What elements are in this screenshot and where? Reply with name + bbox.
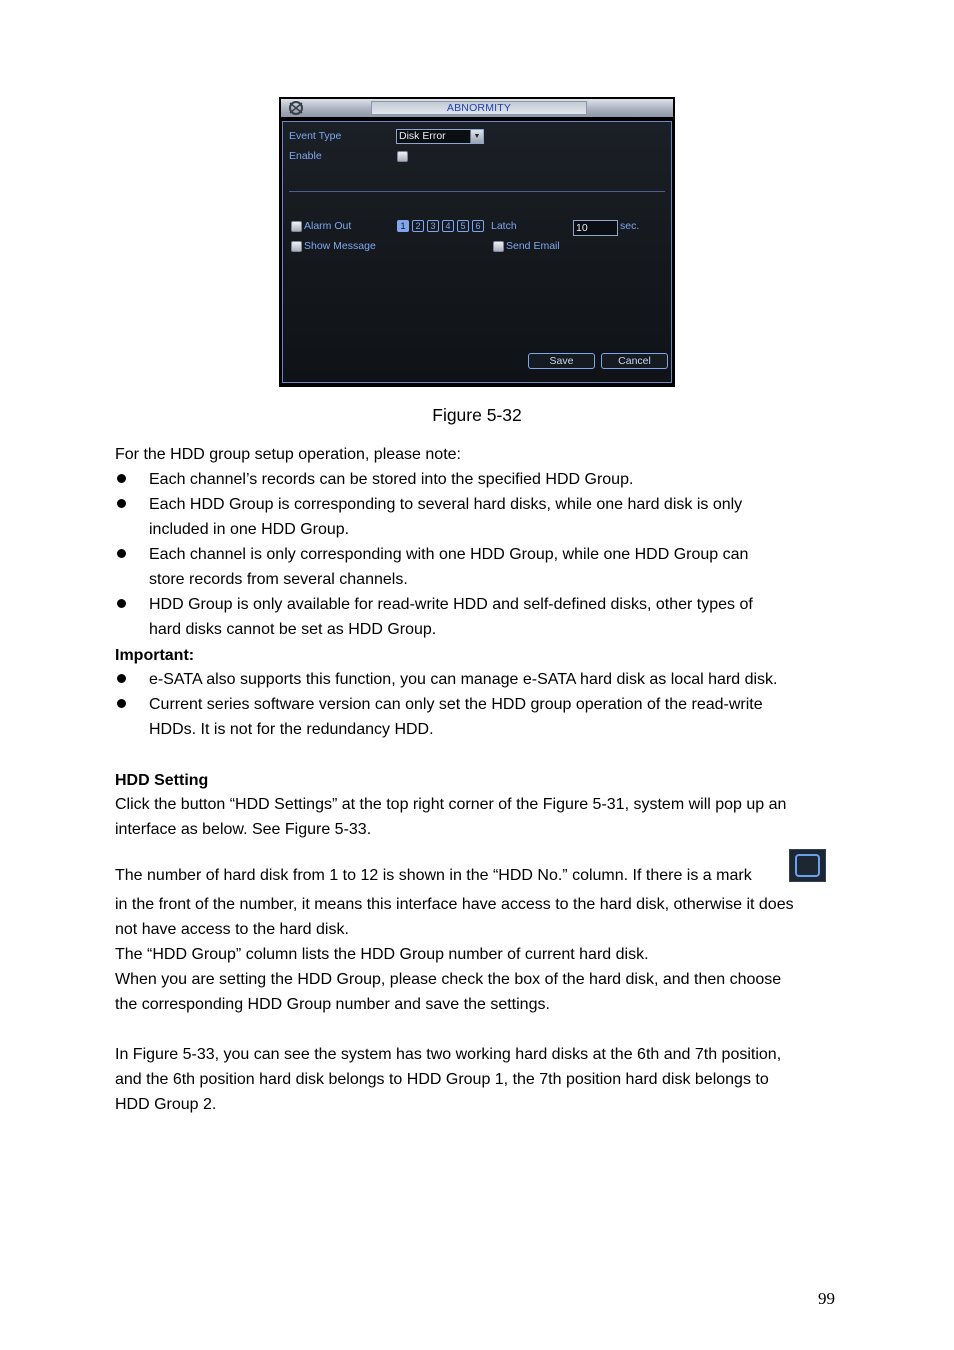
checkbox-mark-icon	[789, 849, 826, 882]
latch-input[interactable]: 10	[573, 220, 618, 236]
latch-unit: sec.	[620, 220, 640, 232]
alarm-out-label: Alarm Out	[304, 220, 352, 232]
dialog-body	[282, 121, 672, 383]
event-type-label: Event Type	[289, 130, 342, 142]
important-2-line-1: Current series software version can only set the HDD group operation of the read-write	[149, 696, 763, 713]
note-1-line-1: Each channel’s records can be stored into the specified HDD Group.	[149, 471, 634, 488]
bullet-icon	[117, 474, 126, 483]
alarm-channel-5[interactable]: 5	[457, 220, 469, 232]
alarm-channel-6[interactable]: 6	[472, 220, 484, 232]
hdd-para3-line-2: and the 6th position hard disk belongs to HDD Group 1, the 7th position hard disk belongs to	[115, 1071, 769, 1088]
bullet-icon	[117, 699, 126, 708]
note-2-line-2: included in one HDD Group.	[149, 521, 350, 538]
hdd-para3-line-1: In Figure 5-33, you can see the system has two working hard disks at the 6th and 7th position,	[115, 1046, 782, 1063]
abnormity-dialog	[279, 97, 675, 387]
important-heading: Important:	[115, 647, 195, 664]
send-email-label: Send Email	[506, 240, 560, 252]
important-1-line-1: e-SATA also supports this function, you can manage e-SATA hard disk as local hard disk.	[149, 671, 778, 688]
hdd-para2-line-6: the corresponding HDD Group number and save the settings.	[115, 996, 550, 1013]
note-2-line-1: Each HDD Group is corresponding to several hard disks, while one hard disk is only	[149, 496, 743, 513]
bullet-icon	[117, 499, 126, 508]
show-message-checkbox[interactable]	[291, 241, 302, 252]
event-type-select[interactable]	[396, 129, 484, 144]
hdd-para2-line-4: The “HDD Group” column lists the HDD Group number of current hard disk.	[115, 946, 649, 963]
hdd-para2-line-5: When you are setting the HDD Group, please check the box of the hard disk, and then choose	[115, 971, 782, 988]
cancel-button[interactable]: Cancel	[601, 353, 668, 369]
intro-text: For the HDD group setup operation, please note:	[115, 446, 461, 463]
enable-label: Enable	[289, 150, 322, 162]
chevron-down-icon[interactable]: ▼	[470, 130, 483, 143]
important-2-line-2: HDDs. It is not for the redundancy HDD.	[149, 721, 434, 738]
hdd-para1-line-2: interface as below. See Figure 5-33.	[115, 821, 372, 838]
hdd-para2-line-1: The number of hard disk from 1 to 12 is shown in the “HDD No.” column. If there is a mark	[115, 867, 752, 884]
hdd-setting-heading: HDD Setting	[115, 772, 209, 789]
figure-caption: Figure 5-32	[432, 405, 522, 425]
divider	[289, 191, 665, 192]
show-message-label: Show Message	[304, 240, 376, 252]
logo-icon	[287, 100, 305, 116]
alarm-channel-3[interactable]: 3	[427, 220, 439, 232]
alarm-channel-1[interactable]: 1	[397, 220, 409, 232]
alarm-out-checkbox[interactable]	[291, 221, 302, 232]
save-button[interactable]: Save	[528, 353, 595, 369]
dialog-title: ABNORMITY	[371, 101, 587, 115]
page-number: 99	[818, 1289, 835, 1308]
hdd-para3-line-3: HDD Group 2.	[115, 1096, 217, 1113]
hdd-para2-line-3: not have access to the hard disk.	[115, 921, 349, 938]
note-3-line-2: store records from several channels.	[149, 571, 408, 588]
bullet-icon	[117, 549, 126, 558]
bullet-icon	[117, 674, 126, 683]
hdd-para1-line-1: Click the button “HDD Settings” at the top right corner of the Figure 5-31, system will pop up an	[115, 796, 787, 813]
enable-checkbox[interactable]	[397, 151, 408, 162]
note-4-line-1: HDD Group is only available for read-write HDD and self-defined disks, other types of	[149, 596, 753, 613]
note-3-line-1: Each channel is only corresponding with one HDD Group, while one HDD Group can	[149, 546, 749, 563]
event-type-value: Disk Error	[399, 130, 446, 142]
send-email-checkbox[interactable]	[493, 241, 504, 252]
latch-label: Latch	[491, 220, 517, 232]
alarm-channel-4[interactable]: 4	[442, 220, 454, 232]
alarm-channel-2[interactable]: 2	[412, 220, 424, 232]
dialog-titlebar	[281, 99, 673, 117]
note-4-line-2: hard disks cannot be set as HDD Group.	[149, 621, 437, 638]
hdd-para2-line-2: in the front of the number, it means this interface have access to the hard disk, otherwise it does	[115, 896, 794, 913]
bullet-icon	[117, 599, 126, 608]
